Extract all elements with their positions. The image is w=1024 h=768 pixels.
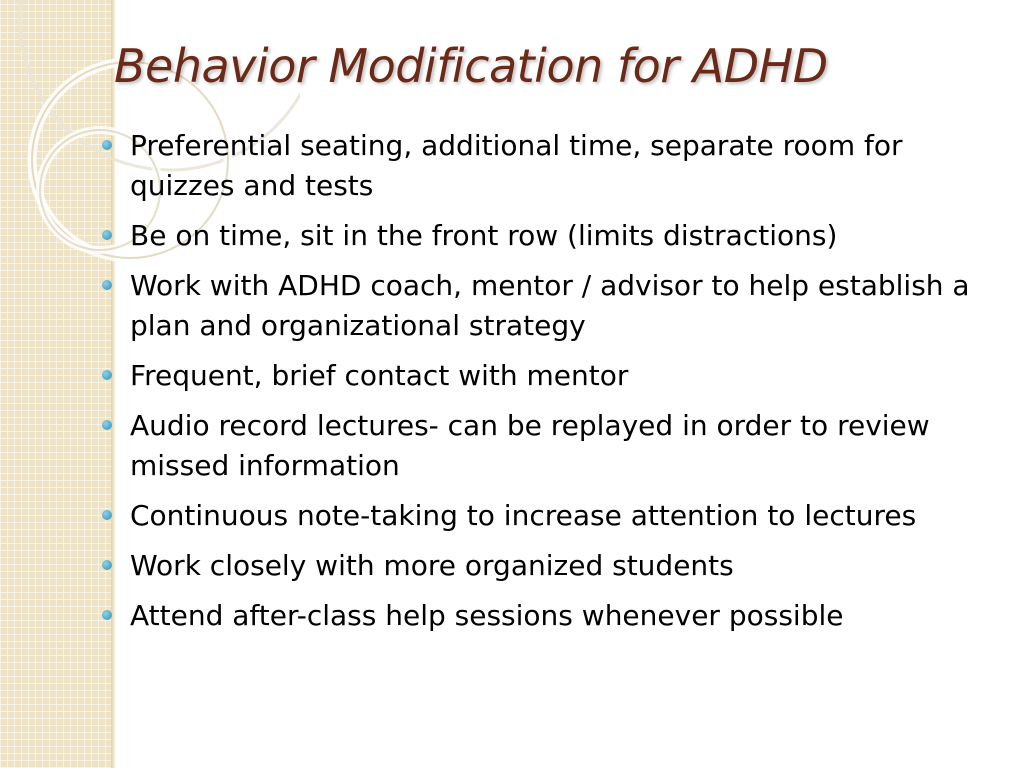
decorative-side-panel bbox=[0, 0, 111, 768]
bullet-text: Continuous note-taking to increase attention to lectures bbox=[130, 499, 917, 532]
bullet-text: Attend after-class help sessions whenever possible bbox=[130, 599, 844, 632]
list-item bbox=[100, 406, 1000, 486]
bullet-text: Frequent, brief contact with mentor bbox=[130, 359, 629, 392]
bullet-dot-icon bbox=[102, 560, 112, 570]
list-item bbox=[100, 266, 1000, 346]
bullet-dot-icon bbox=[102, 140, 112, 150]
bullet-list bbox=[100, 126, 1000, 646]
bullet-text: Work closely with more organized students bbox=[130, 549, 734, 582]
bullet-dot-icon bbox=[102, 510, 112, 520]
list-item bbox=[100, 596, 1000, 636]
bullet-text: Work with ADHD coach, mentor / advisor to help establish a plan and organizational strategy bbox=[130, 269, 970, 342]
list-item bbox=[100, 496, 1000, 536]
bullet-dot-icon bbox=[102, 280, 112, 290]
bullet-dot-icon bbox=[102, 420, 112, 430]
list-item bbox=[100, 356, 1000, 396]
list-item bbox=[100, 126, 1000, 206]
slide-title: Behavior Modification for ADHD bbox=[114, 39, 828, 93]
list-item bbox=[100, 216, 1000, 256]
bullet-text: Audio record lectures- can be replayed in order to review missed information bbox=[130, 409, 930, 482]
bullet-text: Be on time, sit in the front row (limits distractions) bbox=[130, 219, 838, 252]
bullet-dot-icon bbox=[102, 370, 112, 380]
bullet-text: Preferential seating, additional time, separate room for quizzes and tests bbox=[130, 129, 903, 202]
list-item bbox=[100, 546, 1000, 586]
bullet-dot-icon bbox=[102, 230, 112, 240]
bullet-dot-icon bbox=[102, 610, 112, 620]
